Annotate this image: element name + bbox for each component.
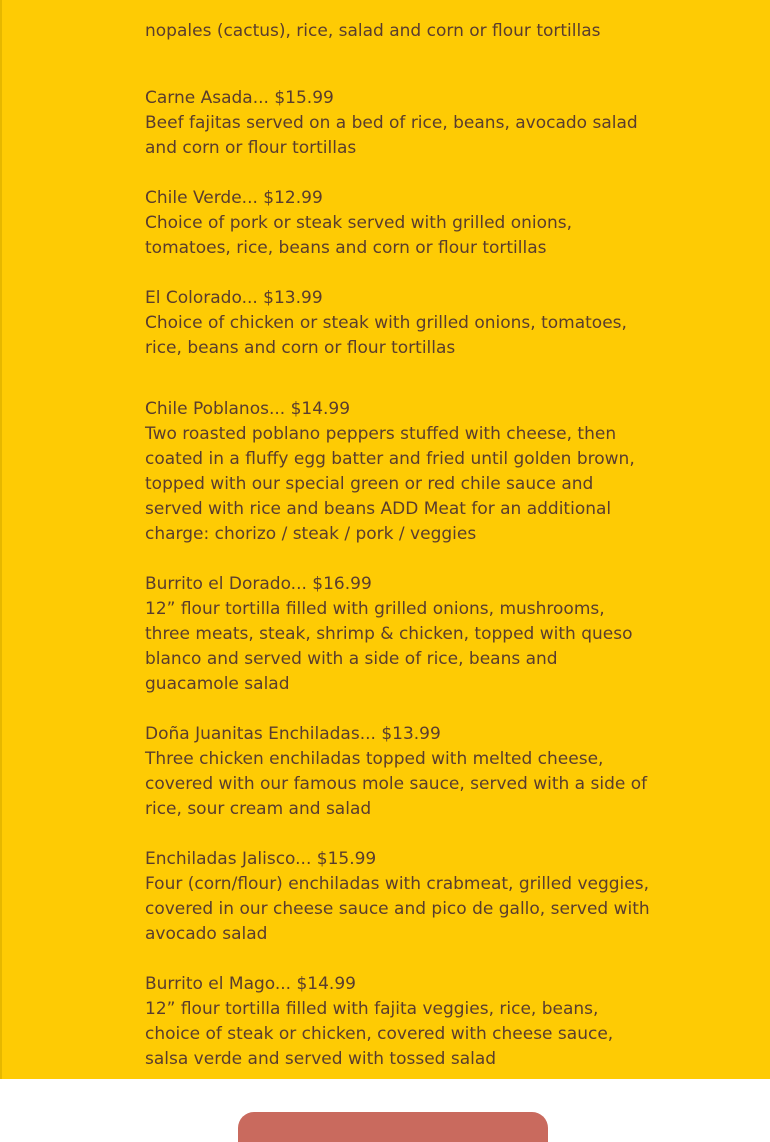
page-footer [0, 1079, 770, 1117]
menu-item-title: Burrito el Dorado... $16.99 [145, 574, 372, 594]
menu-item-title: El Colorado... $13.99 [145, 288, 323, 308]
menu-item-title: Chile Verde... $12.99 [145, 188, 323, 208]
menu-item-dona-juanitas-enchiladas [145, 722, 650, 822]
menu-item-title: Chile Poblanos... $14.99 [145, 399, 351, 419]
menu-item-description: Four (corn/flour) enchiladas with crabmeat, grilled veggies, covered in our cheese sauce and pico de gallo, served with avocado salad [145, 874, 650, 944]
menu-item-burrito-el-mago [145, 972, 650, 1072]
menu-item-carne-asada [145, 86, 650, 161]
menu-item-description: Choice of chicken or steak with grilled onions, tomatoes, rice, beans and corn or flour tortillas [145, 313, 627, 358]
menu-item-description-partial: nopales (cactus), rice, salad and corn or flour tortillas [145, 21, 601, 41]
menu-item-description: Three chicken enchiladas topped with melted cheese, covered with our famous mole sauce, served with a side of rice, sour cream and salad [145, 749, 648, 819]
menu-item-chile-verde [145, 186, 650, 261]
menu-item-description: Choice of pork or steak served with grilled onions, tomatoes, rice, beans and corn or flour tortillas [145, 213, 573, 258]
menu-item-title: Enchiladas Jalisco... $15.99 [145, 849, 377, 869]
menu-item-burrito-el-dorado [145, 572, 650, 697]
menu-item-description: Two roasted poblano peppers stuffed with cheese, then coated in a fluffy egg batter and fried until golden brown, topped with our special green or red chile sauce and served with rice and beans ADD Meat for an additional charge: chorizo / steak / pork / veggies [145, 424, 635, 544]
menu-item-title: Doña Juanitas Enchiladas... $13.99 [145, 724, 441, 744]
menu-item-chile-poblanos [145, 397, 650, 547]
menu-list [145, 2, 650, 1079]
menu-item-enchiladas-jalisco [145, 847, 650, 947]
menu-item-title: Burrito el Mago... $14.99 [145, 974, 356, 994]
menu-item-title: Carne Asada... $15.99 [145, 88, 334, 108]
menu-item-el-colorado [145, 286, 650, 361]
menu-item-description: Beef fajitas served on a bed of rice, beans, avocado salad and corn or flour tortillas [145, 113, 638, 158]
menu-item-description: 12” flour tortilla filled with grilled onions, mushrooms, three meats, steak, shrimp & chicken, topped with queso blanco and served with a side of rice, beans and guacamole salad [145, 599, 633, 694]
menu-item-description: 12” flour tortilla filled with fajita veggies, rice, beans, choice of steak or chicken, covered with cheese sauce, salsa verde and served with tossed salad [145, 999, 614, 1069]
